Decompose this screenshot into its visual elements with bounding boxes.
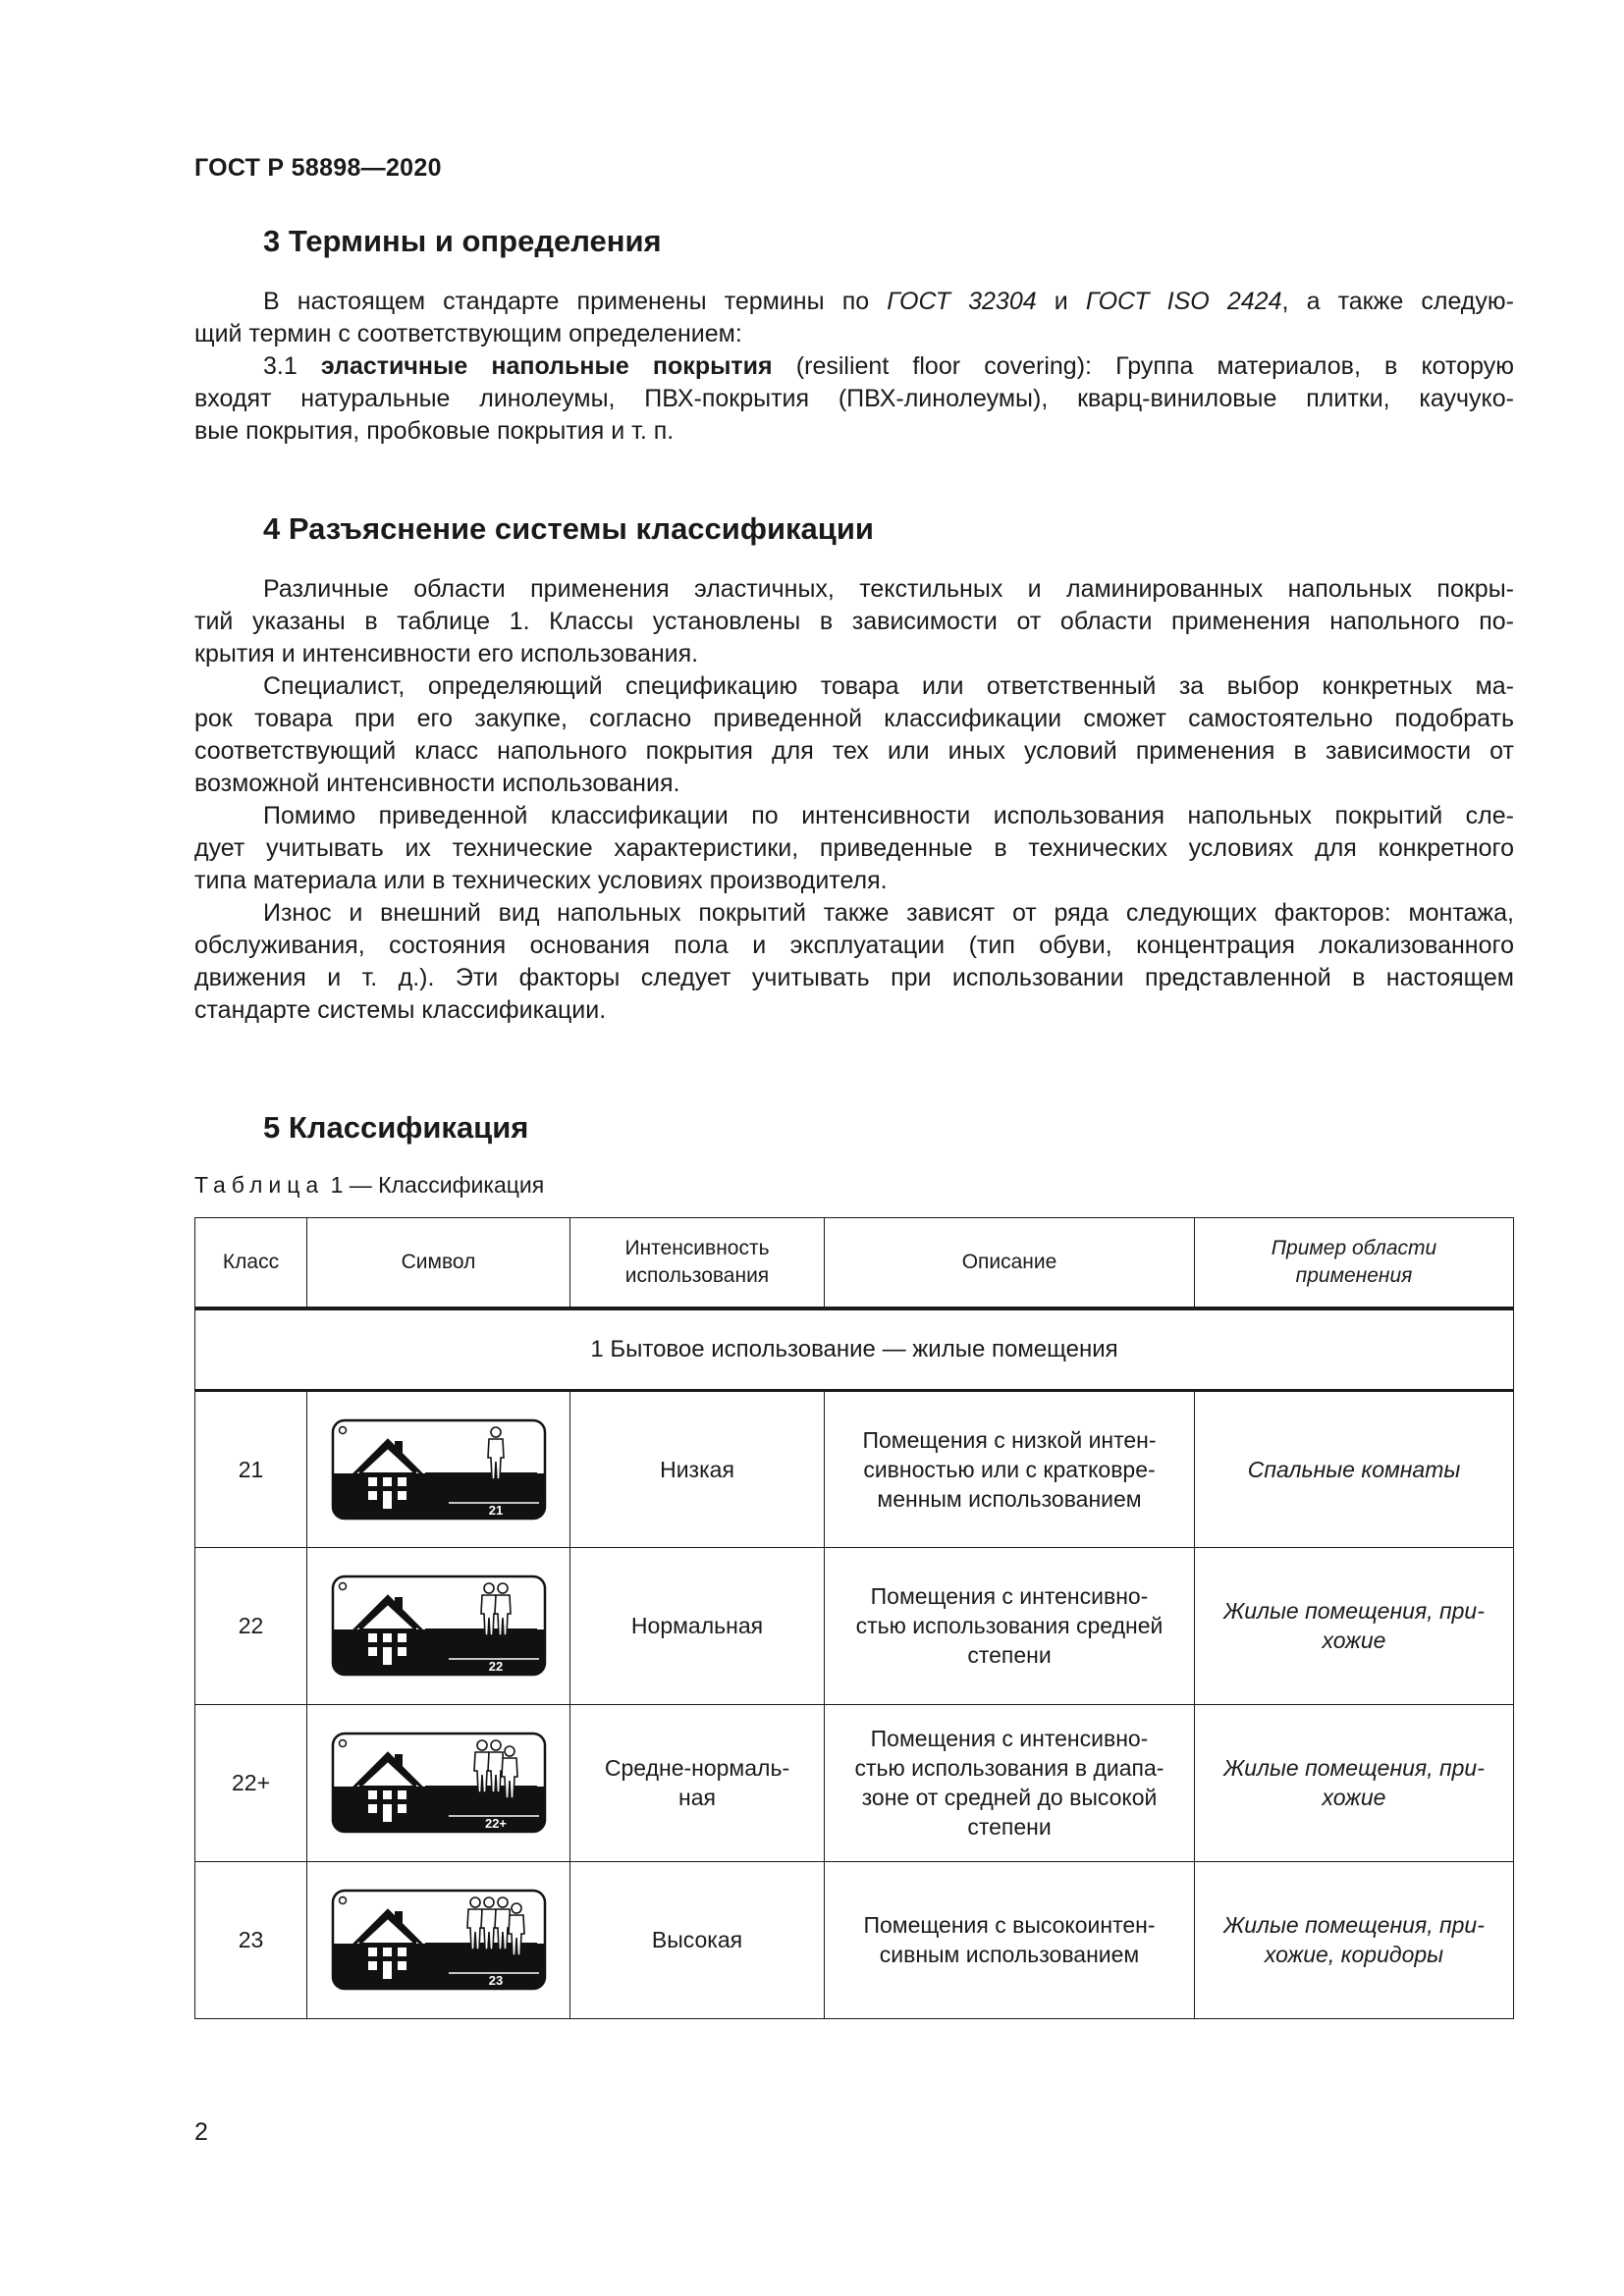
table-caption: [194, 1172, 544, 1199]
section-3-line-2: щий термин с соответствующим определением:: [194, 320, 742, 347]
cell-example-line: Жилые помещения, при-: [1223, 1755, 1485, 1781]
cell-example-line: хожие: [1322, 1785, 1386, 1810]
classification-table: [194, 1217, 1514, 2019]
header-symbol: Символ: [307, 1218, 570, 1308]
cell-intensity-line: Нормальная: [630, 1613, 764, 1638]
s4-p2-line: Специалист, определяющий спецификацию товара или ответственный за выбор конкретных ма-: [263, 672, 1514, 700]
cell-symbol: [307, 1547, 570, 1704]
cell-example-line: хожие: [1322, 1628, 1386, 1653]
s4-p2-line: возможной интенсивности использования.: [194, 770, 680, 797]
table-row: [195, 1390, 1514, 1547]
cell-description-line: Помещения с низкой интен-: [862, 1426, 1157, 1453]
cell-example-line: Жилые помещения, при-: [1223, 1912, 1485, 1938]
pictogram-badge: 22+: [484, 1816, 507, 1831]
cell-description-line: стью использования в диапа-: [854, 1755, 1164, 1781]
s4-p4-line: стандарте системы классификации.: [194, 996, 607, 1024]
header-class: Класс: [195, 1218, 307, 1308]
cell-intensity: [570, 1704, 825, 1861]
cell-intensity: [570, 1390, 825, 1547]
class-pictogram-1: [331, 1575, 547, 1677]
cell-example: [1195, 1861, 1514, 2018]
group-row: [195, 1308, 1514, 1391]
pictogram-badge: 23: [488, 1973, 503, 1988]
s4-p3-line: типа материала или в технических условиях производителя.: [194, 867, 888, 894]
cell-intensity-line: Средне-нормаль-: [604, 1755, 790, 1781]
s4-p1-line: тий указаны в таблице 1. Классы установлены в зависимости от области применения напольного по-: [194, 608, 1514, 635]
group-title: 1 Бытовое использование — жилые помещения: [195, 1308, 1514, 1391]
section-3-title: 3 Термины и определения: [263, 224, 662, 258]
s4-p2-line: соответствующий класс напольного покрытия для тех или иных условий применения в зависимости от: [194, 737, 1514, 765]
cell-intensity-line: Низкая: [660, 1456, 734, 1482]
page-number: 2: [194, 2118, 208, 2146]
class-pictogram-0: [331, 1418, 547, 1521]
cell-symbol: [307, 1704, 570, 1861]
s4-p4-line: обслуживания, состояния основания пола и эксплуатации (тип обуви, концентрация локализованного: [194, 932, 1514, 959]
header-description: Описание: [825, 1218, 1195, 1308]
cell-example: [1195, 1390, 1514, 1547]
header-example: Пример области применения: [1195, 1218, 1514, 1308]
s4-p1-line: Различные области применения эластичных, текстильных и ламинированных напольных покры-: [263, 575, 1514, 603]
section-4-body: [194, 573, 1514, 1027]
class-pictogram-2: [331, 1732, 547, 1834]
class-pictogram-3: [331, 1889, 547, 1991]
cell-description-line: степени: [967, 1814, 1052, 1840]
table-header-row: [195, 1218, 1514, 1308]
cell-description-line: Помещения с высокоинтен-: [863, 1912, 1156, 1938]
s4-p1-line: крытия и интенсивности его использования.: [194, 640, 699, 667]
term-definition-line-3: вые покрытия, пробковые покрытия и т. п.: [194, 417, 675, 445]
cell-description-line: сивным использованием: [879, 1942, 1140, 1967]
table-caption-word: Таблица: [194, 1172, 325, 1198]
term-definition-line-2: входят натуральные линолеумы, ПВХ-покрытия (ПВХ-линолеумы), кварц-виниловые плитки, каучуко-: [194, 385, 1514, 412]
cell-intensity: [570, 1861, 825, 2018]
cell-intensity-line: ная: [678, 1785, 716, 1810]
section-5-title: 5 Классификация: [263, 1110, 529, 1145]
s4-p4-line: движения и т. д.). Эти факторы следует учитывать при использовании представленной в настоящем: [194, 964, 1514, 991]
s4-p3-line: дует учитывать их технические характеристики, приведенные в технических условиях для конкретного: [194, 834, 1514, 862]
table-row: [195, 1704, 1514, 1861]
cell-example-line: Жилые помещения, при-: [1223, 1598, 1485, 1624]
cell-symbol: [307, 1390, 570, 1547]
section-3-body: [194, 286, 1514, 448]
pictogram-badge: 21: [488, 1502, 503, 1518]
cell-example-line: хожие, коридоры: [1264, 1942, 1444, 1967]
cell-description: [825, 1547, 1195, 1704]
s4-p3-line: Помимо приведенной классификации по интенсивности использования напольных покрытий сле-: [263, 802, 1514, 829]
cell-example: [1195, 1547, 1514, 1704]
header-intensity: Интенсивность использования: [570, 1218, 825, 1308]
cell-symbol: [307, 1861, 570, 2018]
cell-intensity: [570, 1547, 825, 1704]
cell-class: 22+: [195, 1704, 307, 1861]
cell-description-line: Помещения с интенсивно-: [870, 1583, 1149, 1609]
cell-description: [825, 1704, 1195, 1861]
cell-example-line: Спальные комнаты: [1247, 1456, 1461, 1482]
cell-class: 21: [195, 1390, 307, 1547]
cell-description: [825, 1861, 1195, 2018]
cell-class: 22: [195, 1547, 307, 1704]
cell-intensity-line: Высокая: [651, 1927, 743, 1952]
section-4-title: 4 Разъяснение системы классификации: [263, 511, 874, 546]
s4-p2-line: рок товара при его закупке, согласно приведенной классификации сможет самостоятельно подобрать: [194, 705, 1514, 732]
table-caption-text: 1 — Классификация: [324, 1172, 545, 1198]
cell-description: [825, 1390, 1195, 1547]
cell-class: 23: [195, 1861, 307, 2018]
cell-description-line: степени: [967, 1642, 1052, 1668]
cell-description-line: Помещения с интенсивно-: [870, 1726, 1149, 1751]
pictogram-badge: 22: [488, 1659, 503, 1674]
cell-description-line: менным использованием: [877, 1485, 1142, 1512]
document-code: ГОСТ Р 58898—2020: [194, 154, 442, 182]
table-row: [195, 1861, 1514, 2018]
cell-example: [1195, 1704, 1514, 1861]
term-definition-line-1: 3.1 эластичные напольные покрытия (resilient floor covering): Группа материалов, в которую: [263, 352, 1514, 380]
cell-description-line: зоне от средней до высокой: [861, 1785, 1158, 1810]
s4-p4-line: Износ и внешний вид напольных покрытий также зависят от ряда следующих факторов: монтажа,: [263, 899, 1514, 927]
section-3-line-1: В настоящем стандарте применены термины по ГОСТ 32304 и ГОСТ ISO 2424, а также следую-: [263, 288, 1514, 315]
cell-description-line: сивностью или с кратковре-: [863, 1456, 1156, 1482]
table-row: [195, 1547, 1514, 1704]
cell-description-line: стью использования средней: [855, 1613, 1164, 1638]
